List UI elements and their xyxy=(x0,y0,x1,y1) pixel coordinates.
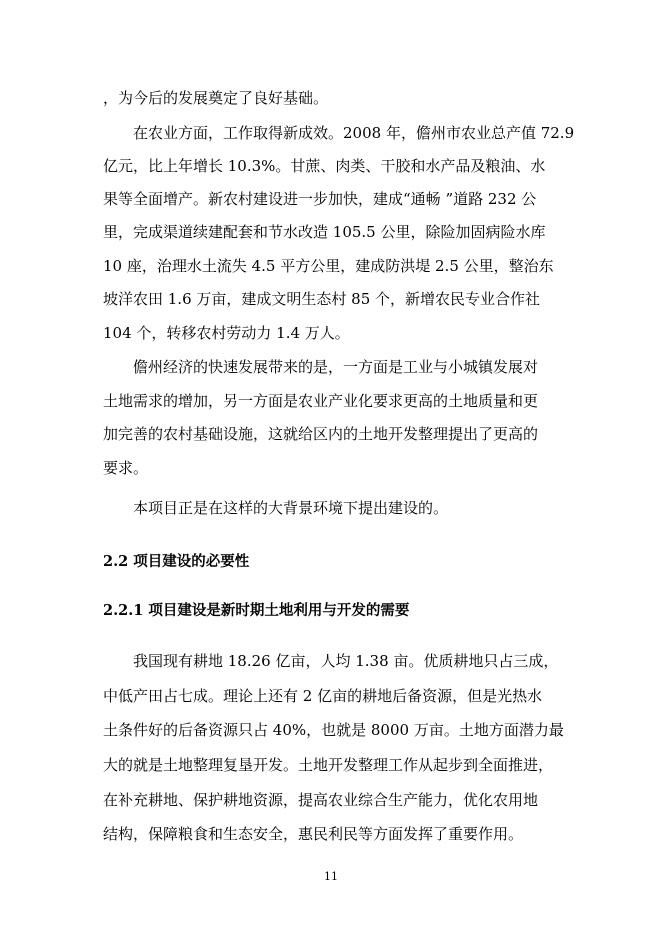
paragraph-agriculture-line: 果等全面增产。新农村建设进一步加快，建成“通畅 ”道路 232 公 xyxy=(103,190,537,208)
paragraph-demand-line: 加完善的农村基础设施，这就给区内的土地开发整理提出了更高的 xyxy=(103,425,539,443)
paragraph-agriculture-line: 104 个，转移农村劳动力 1.4 万人。 xyxy=(103,324,350,342)
paragraph-farmland-line: 在补充耕地、保护耕地资源，提高农业综合生产能力，优化农用地 xyxy=(103,791,539,809)
paragraph-farmland-line: 中低产田占七成。理论上还有 2 亿亩的耕地后备资源，但是光热水 xyxy=(103,687,543,705)
paragraph-demand-line: 土地需求的增加，另一方面是农业产业化要求更高的土地质量和更 xyxy=(103,392,539,410)
page-number: 11 xyxy=(324,870,338,883)
paragraph-background-line: 本项目正是在这样的大背景环境下提出建设的。 xyxy=(133,499,449,517)
paragraph-demand-line: 儋州经济的快速发展带来的是，一方面是工业与小城镇发展对 xyxy=(133,358,539,376)
paragraph-farmland-line: 结构，保障粮食和生态安全，惠民利民等方面发挥了重要作用。 xyxy=(103,825,524,843)
paragraph-demand-line: 要求。 xyxy=(103,459,149,477)
paragraph-agriculture-line: 里，完成渠道续建配套和节水改造 105.5 公里，除险加固病险水库 xyxy=(103,223,546,241)
paragraph-farmland-line: 土条件好的后备资源只占 40%，也就是 8000 万亩。土地方面潜力最 xyxy=(103,721,564,739)
section-heading-2-2: 2.2 项目建设的必要性 xyxy=(103,553,250,570)
paragraph-agriculture-line: 10 座，治理水土流失 4.5 平方公里，建成防洪堤 2.5 公里，整治东 xyxy=(103,257,554,275)
paragraph-agriculture-line: 坡洋农田 1.6 万亩，建成文明生态村 85 个，新增农民专业合作社 xyxy=(103,290,541,308)
paragraph-farmland-line: 我国现有耕地 18.26 亿亩，人均 1.38 亩。优质耕地只占三成， xyxy=(133,652,559,670)
paragraph-farmland-line: 大的就是土地整理复垦开发。土地开发整理工作从起步到全面推进， xyxy=(103,756,554,774)
paragraph-agriculture-line: 在农业方面，工作取得新成效。2008 年，儋州市农业总产值 72.9 xyxy=(133,124,575,142)
paragraph-agriculture-line: 亿元，比上年增长 10.3%。甘蔗、肉类、干胶和水产品及粮油、水 xyxy=(103,157,546,175)
paragraph-continuation-line: ，为今后的发展奠定了良好基础。 xyxy=(103,89,329,107)
section-heading-2-2-1: 2.2.1 项目建设是新时期土地利用与开发的需要 xyxy=(103,602,410,619)
